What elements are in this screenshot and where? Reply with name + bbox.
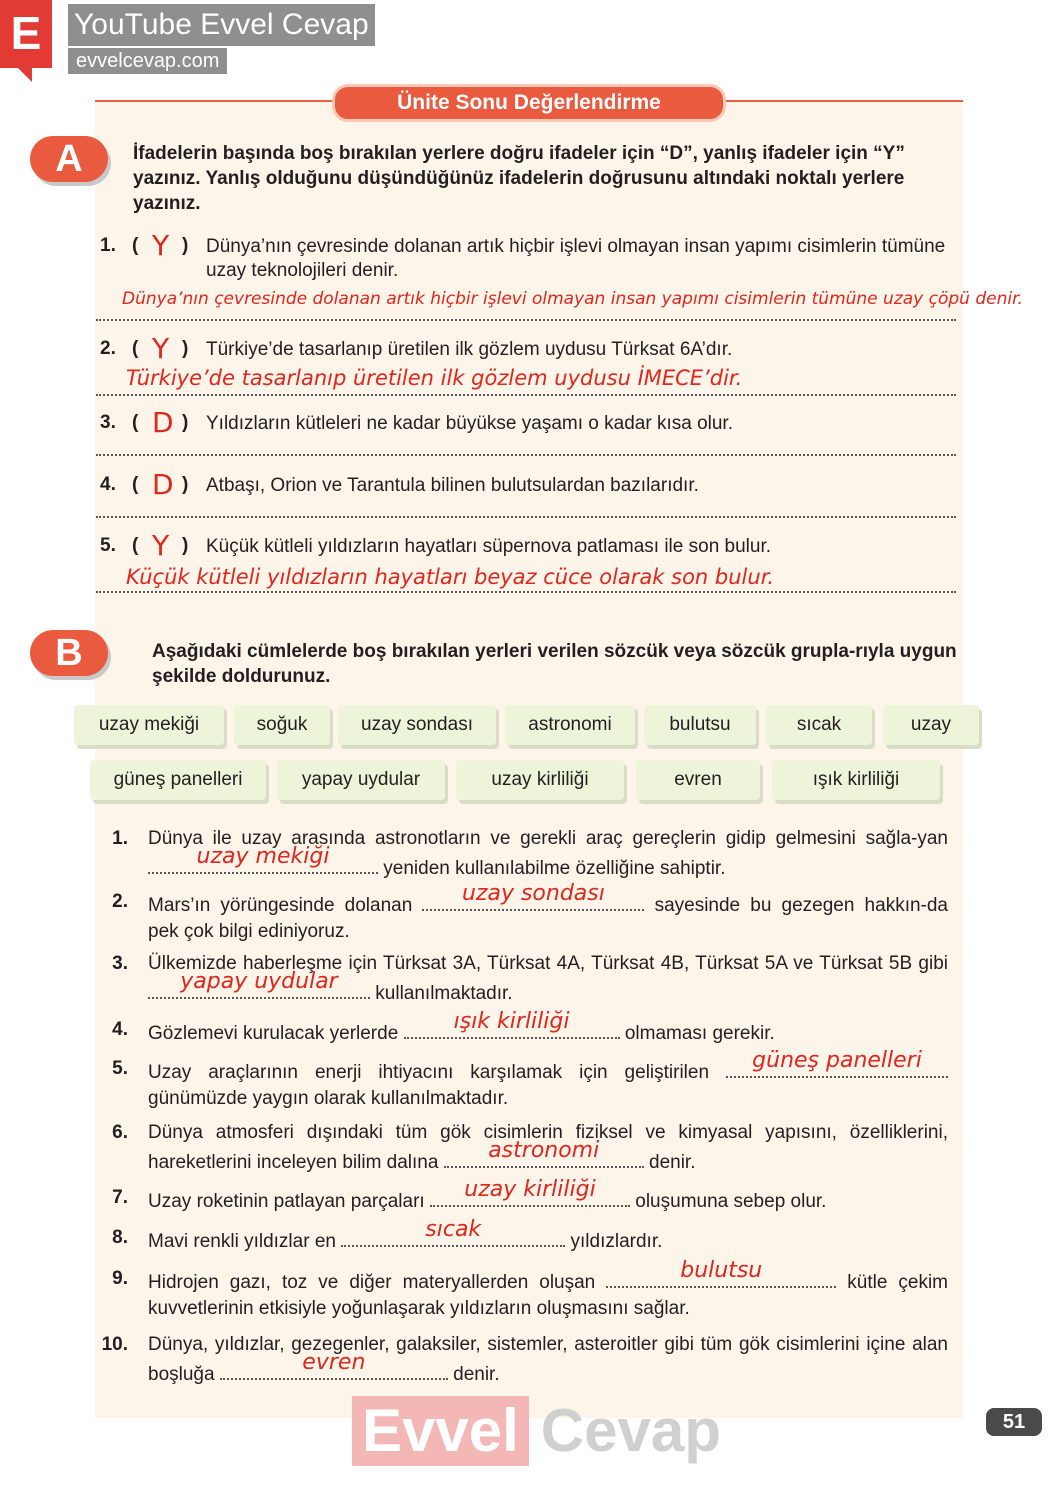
b-item-text (148, 1177, 948, 1215)
b-item-text (148, 1120, 948, 1176)
section-b-instruction: Aşağıdaki cümlelerde boş bırakılan yerleri verilen sözcük veya sözcük grupla-rıyla uygun şekilde doldurunuz. (152, 641, 957, 687)
word-chip: uzay sondası (338, 705, 496, 745)
word-chip: ışık kirliliği (772, 760, 940, 800)
b-text-after: sayesinde bu gezegen hakkın-da pek çok bilgi ediniyoruz. (148, 895, 949, 942)
b-text-before: Dünya ile uzay arasında astronotların ve gerekli araç gereçlerin gidip gelmesini sağla-yan (148, 828, 948, 849)
paren-close: ) (182, 535, 189, 556)
fill-answer: yapay uydular (180, 969, 338, 994)
a-item-number: 2. (100, 338, 116, 359)
b-text-after: günümüzde yaygın olarak kullanılmaktadır. (148, 1088, 509, 1109)
dotted-answer-line (96, 591, 956, 593)
page-title: Ünite Sonu Değerlendirme (332, 84, 726, 122)
paren-close: ) (182, 338, 189, 359)
b-item-number: 7. (112, 1187, 128, 1208)
paren-open: ( (132, 412, 139, 433)
section-a-instruction: İfadelerin başında boş bırakılan yerlere doğru ifadeler için “D”, yanlış ifadeler için “Y” yazınız. Yanlış olduğunu düşündüğünüz ifadelerin doğrusunu altındaki noktalı yerlere yazınız. (133, 143, 905, 214)
section-b-badge: B (30, 630, 108, 676)
b-text-before: Dünya, yıldızlar, gezegenler, galaksiler, sistemler, asteroitler gibi tüm gök cisimlerini içine alan boşluğa (148, 1334, 948, 1385)
fill-answer: evren (302, 1350, 366, 1375)
b-item-number: 8. (112, 1227, 128, 1248)
b-text-before: Uzay roketinin patlayan parçaları (148, 1191, 425, 1212)
b-text-before: Mavi renkli yıldızlar en (148, 1231, 336, 1252)
b-text-after: kullanılmaktadır. (375, 983, 513, 1004)
paren-open: ( (132, 535, 139, 556)
fill-blank[interactable] (404, 1009, 620, 1039)
fill-blank[interactable] (220, 1350, 448, 1380)
watermark-url: evvelcevap.com (68, 48, 227, 74)
watermark-bottom (352, 1396, 721, 1466)
fill-answer: astronomi (488, 1138, 600, 1163)
a-item-number: 3. (100, 412, 116, 433)
a-item-correction[interactable]: Küçük kütleli yıldızların hayatları beyaz cüce olarak son bulur. (126, 565, 775, 589)
a-item-answer[interactable]: D (152, 468, 174, 501)
b-item-number: 2. (112, 891, 128, 912)
b-item-text (148, 951, 948, 1007)
fill-answer: bulutsu (680, 1258, 763, 1283)
a-item-correction[interactable]: Türkiye’de tasarlanıp üretilen ilk gözlem uydusu İMECE’dir. (126, 366, 743, 390)
b-item-text (148, 881, 949, 945)
b-text-before: Hidrojen gazı, toz ve diğer materyallerden oluşan (148, 1272, 596, 1293)
paren-open: ( (132, 474, 139, 495)
paren-open: ( (132, 338, 139, 359)
watermark-title: YouTube Evvel Cevap (68, 4, 375, 46)
word-chip: evren (636, 760, 760, 800)
b-text-before: Mars’ın yörüngesinde dolanan (148, 895, 413, 916)
a-item-text: Türkiye’de tasarlanıp üretilen ilk gözlem uydusu Türksat 6A’dır. (206, 339, 733, 360)
b-text-after: yıldızlardır. (570, 1231, 663, 1252)
fill-blank[interactable] (606, 1258, 836, 1288)
fill-blank[interactable] (726, 1048, 948, 1078)
paren-close: ) (182, 474, 189, 495)
fill-answer: uzay mekiği (196, 844, 330, 869)
b-item-text (148, 1009, 948, 1047)
b-item-number: 5. (112, 1058, 128, 1079)
fill-answer: uzay sondası (461, 881, 605, 906)
b-item-text (148, 1217, 948, 1255)
b-text-before: Ülkemizde haberleşme için Türksat 3A, Türksat 4A, Türksat 4B, Türksat 5A ve Türksat 5B gibi (148, 953, 948, 974)
a-item-answer[interactable]: Y (152, 332, 170, 365)
b-text-after: oluşumuna sebep olur. (635, 1191, 827, 1212)
a-item-correction[interactable]: Dünya’nın çevresinde dolanan artık hiçbir işlevi olmayan insan yapımı cisimlerin tümüne uzay çöpü denir. (122, 289, 1023, 309)
a-item-answer[interactable]: D (152, 406, 174, 439)
fill-blank[interactable] (148, 969, 370, 999)
b-text-after: denir. (649, 1152, 696, 1173)
word-chip: astronomi (505, 705, 635, 745)
fill-answer: ışık kirliliği (453, 1009, 570, 1034)
b-text-after: kütle çekim kuvvetlerinin etkisiyle yoğunlaşarak yıldızların oluşmasını sağlar. (148, 1272, 948, 1319)
fill-blank[interactable] (430, 1177, 630, 1207)
a-item-number: 1. (100, 235, 116, 256)
b-item-number: 3. (112, 953, 128, 974)
b-item-text (148, 826, 948, 882)
a-item-answer[interactable]: Y (152, 229, 170, 262)
b-item-number: 6. (112, 1122, 128, 1143)
fill-answer: güneş panelleri (752, 1048, 922, 1073)
dotted-answer-line (96, 394, 956, 396)
fill-blank[interactable] (444, 1138, 644, 1168)
a-item-text: Dünya’nın çevresinde dolanan artık hiçbir işlevi olmayan insan yapımı cisimlerin tümüne uzay teknolojileri denir. (206, 236, 946, 281)
a-item-text: Yıldızların kütleleri ne kadar büyükse yaşamı o kadar kısa olur. (206, 413, 733, 434)
b-item-text (148, 1258, 948, 1322)
watermark-bottom-right: Cevap (540, 1397, 721, 1464)
dotted-answer-line (96, 319, 956, 321)
watermark-logo: E (0, 0, 52, 68)
a-item-number: 4. (100, 474, 116, 495)
b-text-after: yeniden kullanılabilme özelliğine sahiptir. (383, 858, 726, 879)
b-item-number: 1. (112, 828, 128, 849)
a-item-text: Atbaşı, Orion ve Tarantula bilinen bulutsulardan bazılarıdır. (206, 475, 699, 496)
word-chip: bulutsu (644, 705, 756, 745)
b-item-number: 10. (101, 1334, 128, 1355)
b-text-after: denir. (453, 1364, 500, 1385)
a-item-answer[interactable]: Y (152, 529, 170, 562)
b-text-before: Dünya atmosferi dışındaki tüm gök cisimlerin fiziksel ve kimyasal yapısını, özelliklerini, hareketlerini inceleyen bilim dalına (148, 1122, 948, 1173)
word-chip: soğuk (234, 705, 330, 745)
section-a-badge: A (30, 136, 108, 182)
page-number: 51 (986, 1408, 1042, 1436)
word-chip: yapay uydular (277, 760, 445, 800)
paren-close: ) (182, 412, 189, 433)
paren-open: ( (132, 235, 139, 256)
word-chip: uzay (883, 705, 979, 745)
fill-blank[interactable] (148, 844, 378, 874)
fill-answer: uzay kirliliği (464, 1177, 596, 1202)
b-text-before: Uzay araçlarının enerji ihtiyacını karşılamak için geliştirilen (148, 1062, 710, 1083)
fill-answer: sıcak (425, 1217, 482, 1242)
fill-blank[interactable] (341, 1217, 565, 1247)
b-item-text (148, 1332, 948, 1388)
b-item-number: 9. (112, 1268, 128, 1289)
word-chip: uzay kirliliği (456, 760, 624, 800)
paren-close: ) (182, 235, 189, 256)
a-item-text: Küçük kütleli yıldızların hayatları süpernova patlaması ile son bulur. (206, 536, 772, 557)
word-chip: güneş panelleri (90, 760, 266, 800)
b-item-text (148, 1048, 948, 1112)
dotted-answer-line (96, 516, 956, 518)
b-text-after: olmaması gerekir. (624, 1023, 775, 1044)
b-text-before: Gözlemevi kurulacak yerlerde (148, 1023, 399, 1044)
dotted-answer-line (96, 454, 956, 456)
word-chip: sıcak (766, 705, 872, 745)
watermark-bottom-left: Evvel (352, 1396, 529, 1466)
b-item-number: 4. (112, 1019, 128, 1040)
a-item-number: 5. (100, 535, 116, 556)
fill-blank[interactable] (422, 881, 644, 911)
word-chip: uzay mekiği (74, 705, 224, 745)
